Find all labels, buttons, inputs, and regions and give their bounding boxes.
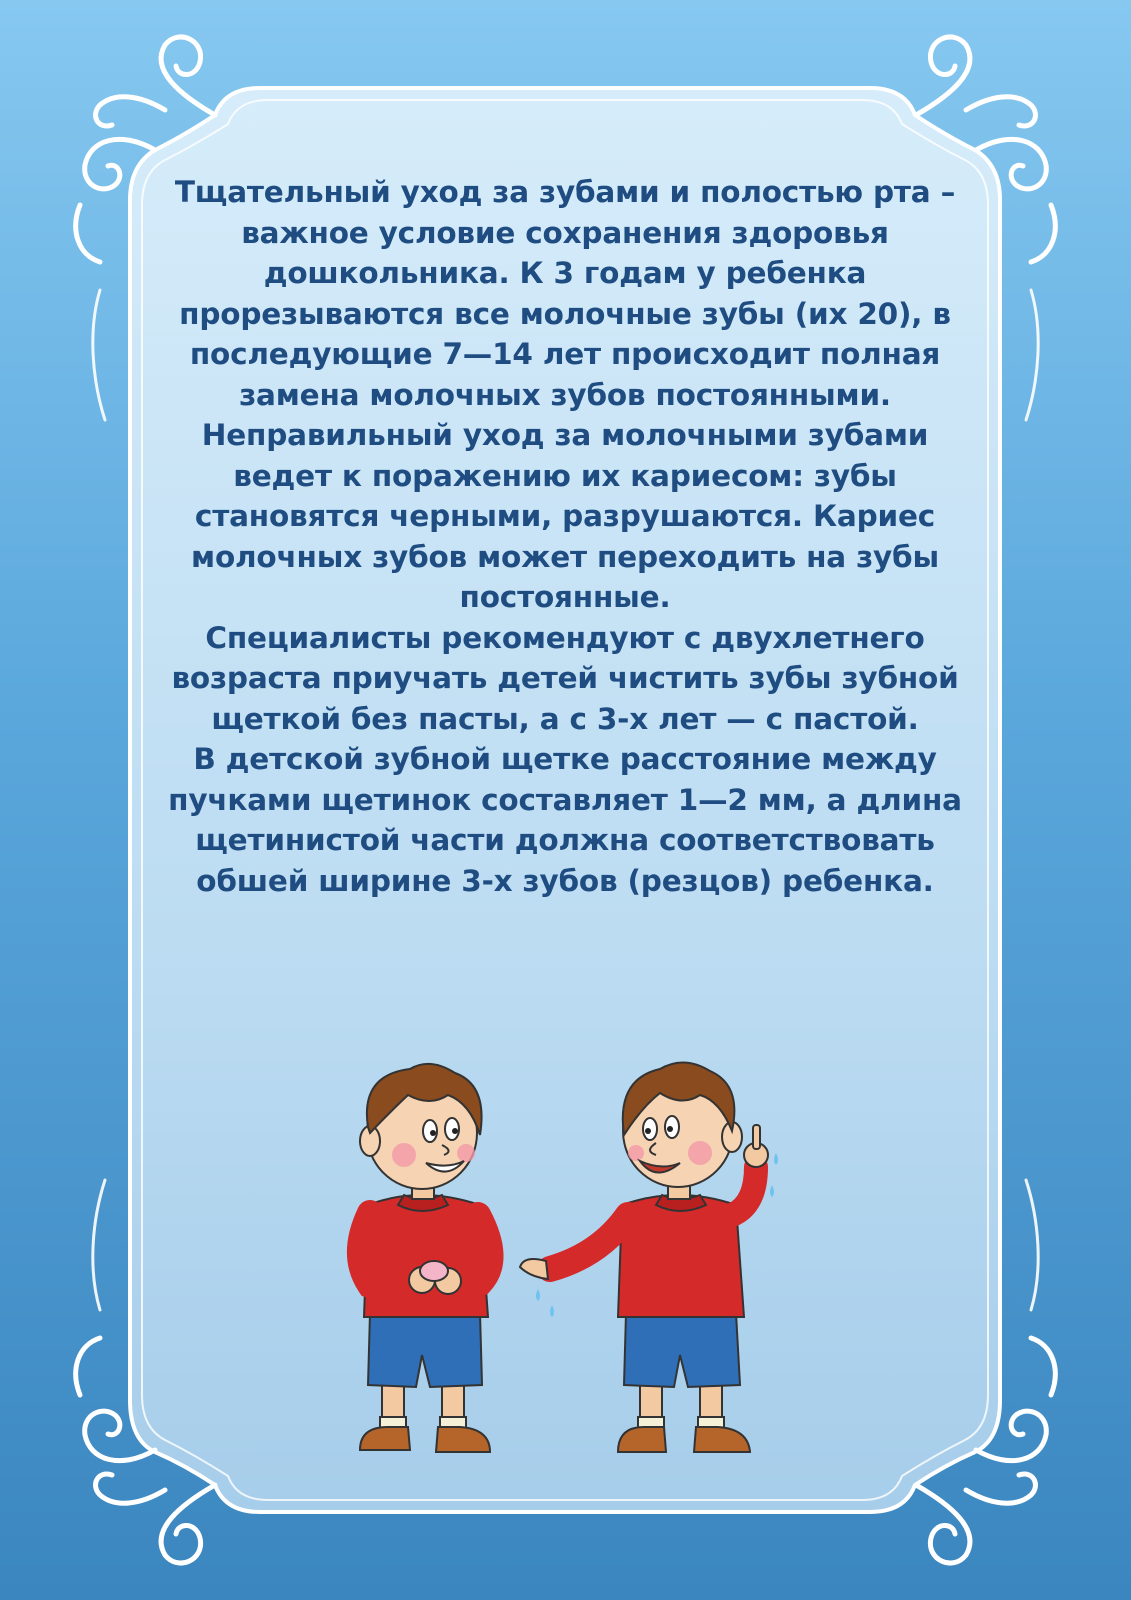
paragraph-4: В детской зубной щетке расстояние между пучками щетинок составляет 1—2 мм, а длина щетинистой части должна соответствовать обшей ширине 3-х зубов (резцов) ребенка. <box>168 742 962 898</box>
paragraph-3: Специалисты рекомендуют с двухлетнего возраста приучать детей чистить зубы зубной щеткой без пасты, а с 3-х лет — с пастой. <box>171 620 959 736</box>
left-boy-figure <box>360 1064 491 1452</box>
paragraph-1: Тщательный уход за зубами и полостью рта – важное условие сохранения здоровья дошкольника. К 3 годам у ребенка прорезываются все молочные зубы (их 20), в последующие 7—14 лет происходит полная замена молочных зубов постоянными. <box>174 175 956 412</box>
paragraph-2: Неправильный уход за молочными зубами ведет к поражению их кариесом: зубы становятся черными, разрушаются. Кариес молочных зубов может переходить на зубы постоянные. <box>191 418 939 614</box>
two-boys-cartoon-icon <box>330 1055 800 1475</box>
poster-body-text <box>150 172 980 901</box>
right-boy-figure <box>520 1062 778 1452</box>
